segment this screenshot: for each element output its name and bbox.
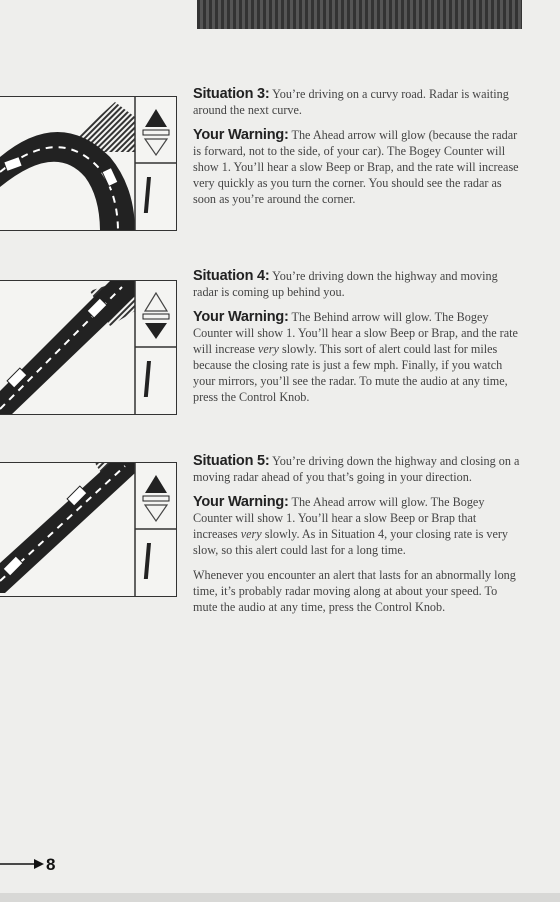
- warning-text: The Behind arrow will glow. The Bogey Counter will show 1. You’ll hear a slow Beep or Brap, and the rate will increase very slowly. This sort of alert could last for miles because the closing rate is just a few mph. Finally, if you watch your mirrors, you’ll see the radar. To mute the audio at any time, press the Control Knob.: [193, 310, 518, 404]
- warning-heading: Your Warning:: [193, 309, 289, 325]
- warning-text: The Ahead arrow will glow. The Bogey Counter will show 1. You’ll hear a slow Beep or Brap that increases very slowly. As in Situation 4, your closing rate is very slow, so this alert could last for a long time.: [193, 495, 509, 557]
- situation-text: You’re driving down the highway and moving radar is coming up behind you.: [193, 269, 498, 299]
- bogey-counter-digit: [144, 361, 151, 397]
- situation-heading: Situation 4:: [193, 268, 270, 284]
- road: [0, 281, 135, 415]
- closing-paragraph: Whenever you encounter an alert that lasts for an abnormally long time, it’s probably radar moving along at about your speed. To mute the audio at any time, press the Control Knob.: [193, 568, 516, 614]
- section-situation-4: [193, 268, 523, 414]
- behind-arrow-icon: [145, 505, 167, 521]
- behind-arrow-icon: [145, 139, 167, 155]
- ahead-arrow-icon: [145, 109, 167, 127]
- section-situation-5: [193, 453, 523, 624]
- situation-heading: Situation 3:: [193, 86, 270, 102]
- bogey-counter-digit: [144, 177, 151, 213]
- warning-heading: Your Warning:: [193, 127, 289, 143]
- warning-text: The Ahead arrow will glow (because the radar is forward, not to the side, of your car). The Bogey Counter will show 1. You’ll hear a slow Beep or Brap, and the rate will increase very quickly as you turn the corner. You should see the radar as soon as you’re around the corner.: [193, 128, 519, 206]
- page-number: 8: [46, 855, 56, 874]
- page-arrow-icon: [0, 852, 80, 876]
- figure-situation-3: [0, 96, 177, 231]
- header-bar: [197, 0, 522, 29]
- situation-text: You’re driving down the highway and closing on a moving radar ahead of you that’s going in your direction.: [193, 454, 520, 484]
- section-situation-3: [193, 86, 523, 216]
- bottom-edge: [0, 893, 560, 902]
- warning-heading: Your Warning:: [193, 494, 289, 510]
- figure-situation-4: [0, 280, 177, 415]
- ahead-arrow-icon: [145, 293, 167, 311]
- ahead-arrow-icon: [145, 475, 167, 493]
- situation-text: You’re driving on a curvy road. Radar is waiting around the next curve.: [193, 87, 509, 117]
- road: [0, 463, 135, 593]
- figure-situation-5: [0, 462, 177, 597]
- situation-heading: Situation 5:: [193, 453, 270, 469]
- bogey-counter-digit: [144, 543, 151, 579]
- behind-arrow-icon: [145, 323, 167, 339]
